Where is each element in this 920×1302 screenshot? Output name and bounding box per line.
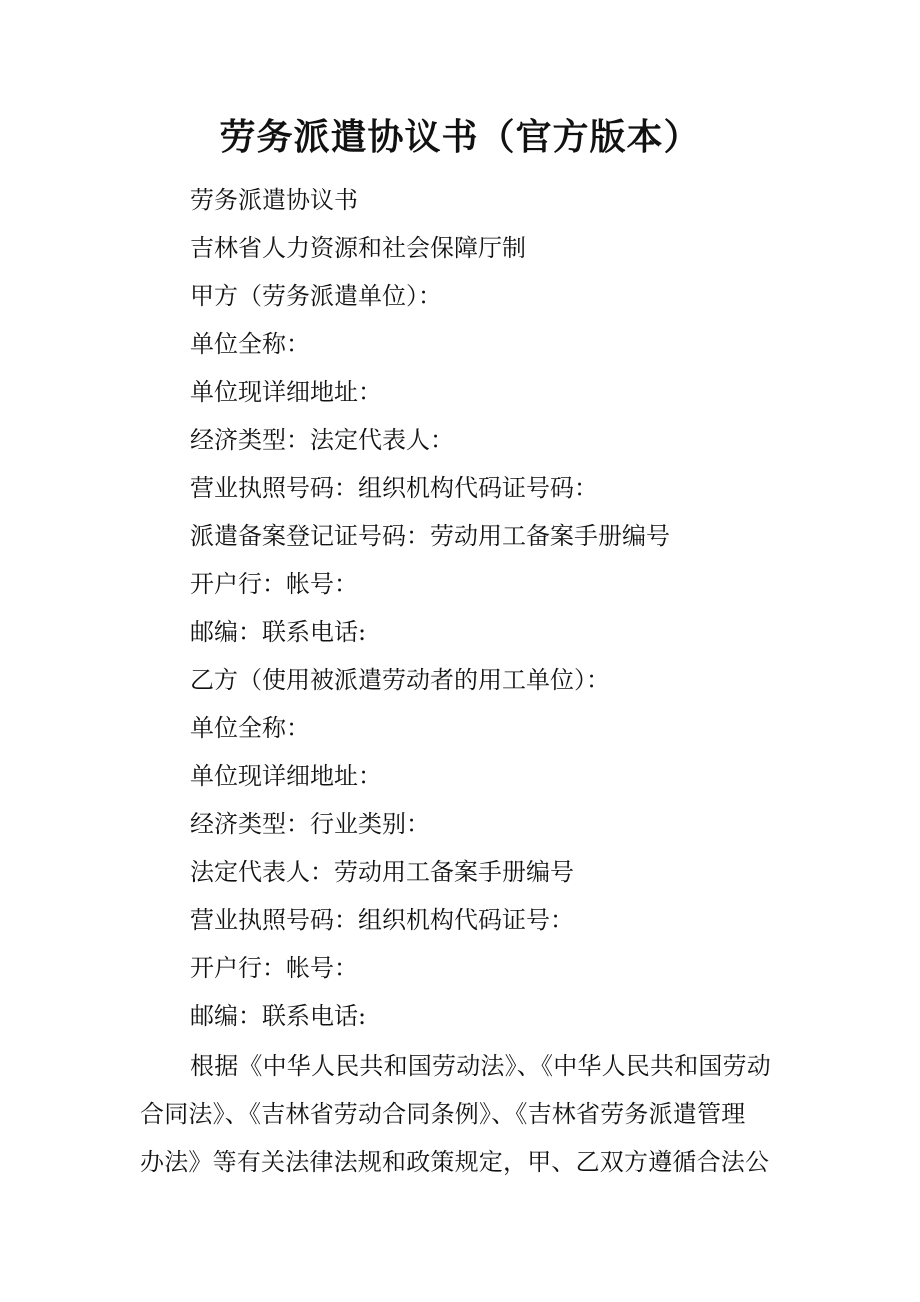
party-a-contact-field: 邮编：联系电话: bbox=[190, 618, 367, 646]
party-a-license-field: 营业执照号码：组织机构代码证号码： bbox=[190, 474, 598, 502]
party-b-representative-field: 法定代表人：劳动用工备案手册编号 bbox=[190, 858, 574, 886]
issuer-line: 吉林省人力资源和社会保障厅制 bbox=[190, 234, 526, 262]
paragraph-line: 根据《中华人民共和国劳动法》、《中华人民共和国劳动 bbox=[190, 1052, 771, 1080]
party-b-address-field: 单位现详细地址： bbox=[190, 762, 382, 790]
party-b-contact-field: 邮编：联系电话: bbox=[190, 1002, 367, 1030]
party-a-heading: 甲方（劳务派遣单位）： bbox=[190, 282, 442, 310]
paragraph-line: 办法》等有关法律法规和政策规定，甲、乙双方遵循合法公 bbox=[140, 1148, 770, 1176]
paragraph-line: 合同法》、《吉林省劳动合同条例》、《吉林省劳务派遣管理 bbox=[140, 1100, 746, 1128]
party-b-economic-type-field: 经济类型：行业类别： bbox=[190, 810, 430, 838]
party-b-bank-field: 开户行：帐号： bbox=[190, 954, 358, 982]
subtitle-line: 劳务派遣协议书 bbox=[190, 186, 358, 214]
party-b-name-field: 单位全称： bbox=[190, 714, 310, 742]
form-field-list bbox=[190, 176, 790, 1040]
document-title: 劳务派遣协议书（官方版本） bbox=[219, 116, 701, 158]
body-paragraph bbox=[140, 1042, 785, 1186]
party-a-address-field: 单位现详细地址： bbox=[190, 378, 382, 406]
party-b-heading: 乙方（使用被派遣劳动者的用工单位）： bbox=[190, 666, 610, 694]
party-b-license-field: 营业执照号码：组织机构代码证号： bbox=[190, 906, 574, 934]
party-a-registration-field: 派遣备案登记证号码：劳动用工备案手册编号 bbox=[190, 522, 670, 550]
party-a-economic-type-field: 经济类型：法定代表人： bbox=[190, 426, 454, 454]
party-a-bank-field: 开户行：帐号： bbox=[190, 570, 358, 598]
party-a-name-field: 单位全称： bbox=[190, 330, 310, 358]
